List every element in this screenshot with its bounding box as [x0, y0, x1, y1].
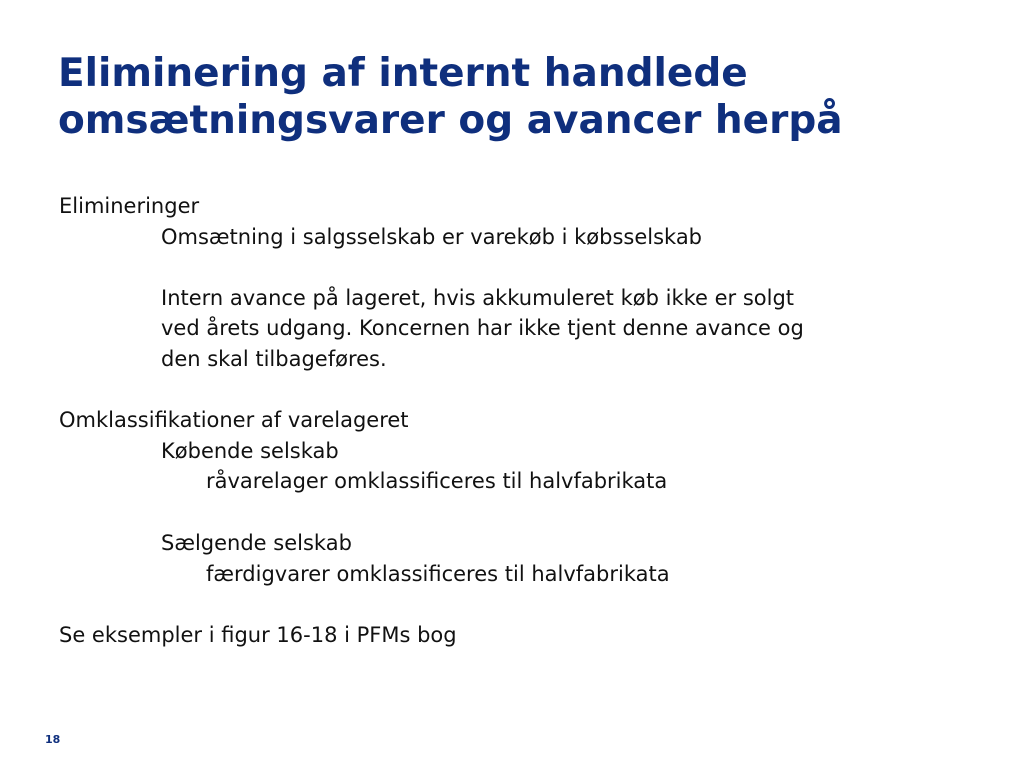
page-number: 18	[45, 733, 61, 746]
elimineringer-item-avance-line-1: Intern avance på lageret, hvis akkumuleret køb ikke er solgt	[161, 286, 795, 310]
saelgende-selskab-detail: færdigvarer omklassificeres til halvfabrikata	[206, 562, 670, 586]
elimineringer-item-omsaetning: Omsætning i salgsselskab er varekøb i købsselskab	[161, 225, 703, 249]
elimineringer-heading: Elimineringer	[59, 194, 200, 218]
slide-title-line-1: Eliminering af internt handlede	[58, 51, 748, 96]
omklassifikationer-heading: Omklassifikationer af varelageret	[59, 408, 409, 432]
koebende-selskab-detail: råvarelager omklassificeres til halvfabrikata	[206, 469, 668, 493]
elimineringer-item-avance-line-2: ved årets udgang. Koncernen har ikke tjent denne avance og	[161, 316, 804, 340]
saelgende-selskab-label: Sælgende selskab	[161, 531, 352, 555]
reference-text: Se eksempler i figur 16-18 i PFMs bog	[59, 623, 457, 647]
slide-title	[58, 50, 998, 144]
elimineringer-item-avance-line-3: den skal tilbageføres.	[161, 347, 387, 371]
slide-title-line-2: omsætningsvarer og avancer herpå	[58, 98, 843, 143]
koebende-selskab-label: Købende selskab	[161, 439, 339, 463]
